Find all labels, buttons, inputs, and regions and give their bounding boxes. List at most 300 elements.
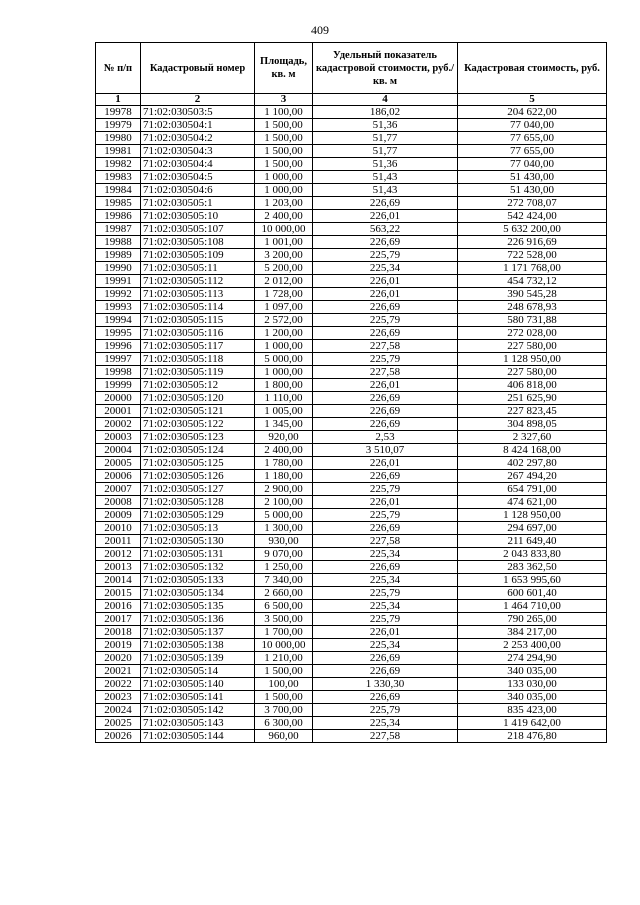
table-row [96, 561, 607, 574]
specific-value-cell: 225,34 [313, 639, 458, 652]
table-row [96, 171, 607, 184]
specific-value-cell: 563,22 [313, 223, 458, 236]
specific-value-cell: 226,69 [313, 418, 458, 431]
cadastral-number-cell: 71:02:030505:112 [141, 275, 255, 288]
table-row [96, 496, 607, 509]
cadastral-number-cell: 71:02:030504:6 [141, 184, 255, 197]
cadastral-value-cell: 1 653 995,60 [458, 574, 607, 587]
cadastral-number-cell: 71:02:030505:134 [141, 587, 255, 600]
table-row [96, 509, 607, 522]
specific-value-cell: 225,79 [313, 509, 458, 522]
cadastral-number-cell: 71:02:030505:124 [141, 444, 255, 457]
table-row [96, 223, 607, 236]
cadastral-number-cell: 71:02:030505:118 [141, 353, 255, 366]
specific-value-cell: 186,02 [313, 106, 458, 119]
row-number-cell: 19981 [96, 145, 141, 158]
area-cell: 7 340,00 [255, 574, 313, 587]
header-specific-value: Удельный показатель кадастровой стоимости, руб./кв. м [313, 43, 458, 94]
specific-value-cell: 226,69 [313, 197, 458, 210]
cadastral-value-cell: 272 028,00 [458, 327, 607, 340]
area-cell: 1 345,00 [255, 418, 313, 431]
table-row [96, 613, 607, 626]
cadastral-value-cell: 251 625,90 [458, 392, 607, 405]
row-number-cell: 20013 [96, 561, 141, 574]
table-row [96, 405, 607, 418]
area-cell: 960,00 [255, 730, 313, 743]
specific-value-cell: 226,01 [313, 275, 458, 288]
row-number-cell: 19987 [96, 223, 141, 236]
specific-value-cell: 2,53 [313, 431, 458, 444]
row-number-cell: 20019 [96, 639, 141, 652]
cadastral-value-cell: 2 327,60 [458, 431, 607, 444]
row-number-cell: 19982 [96, 158, 141, 171]
area-cell: 2 400,00 [255, 444, 313, 457]
row-number-cell: 19990 [96, 262, 141, 275]
cadastral-value-cell: 390 545,28 [458, 288, 607, 301]
area-cell: 2 572,00 [255, 314, 313, 327]
table-row [96, 470, 607, 483]
cadastral-value-cell: 1 128 950,00 [458, 353, 607, 366]
cadastral-value-table [95, 42, 607, 743]
specific-value-cell: 227,58 [313, 366, 458, 379]
table-header-row [96, 43, 607, 94]
cadastral-number-cell: 71:02:030505:116 [141, 327, 255, 340]
cadastral-value-cell: 226 916,69 [458, 236, 607, 249]
area-cell: 1 000,00 [255, 171, 313, 184]
area-cell: 5 200,00 [255, 262, 313, 275]
column-number: 4 [313, 94, 458, 106]
table-row [96, 145, 607, 158]
area-cell: 1 110,00 [255, 392, 313, 405]
table-row [96, 678, 607, 691]
table-row [96, 236, 607, 249]
area-cell: 5 000,00 [255, 353, 313, 366]
area-cell: 1 001,00 [255, 236, 313, 249]
area-cell: 3 700,00 [255, 704, 313, 717]
cadastral-number-cell: 71:02:030505:136 [141, 613, 255, 626]
cadastral-value-cell: 227 580,00 [458, 340, 607, 353]
cadastral-number-cell: 71:02:030505:131 [141, 548, 255, 561]
row-number-cell: 20001 [96, 405, 141, 418]
table-row [96, 379, 607, 392]
table-row [96, 184, 607, 197]
cadastral-number-cell: 71:02:030505:132 [141, 561, 255, 574]
table-row [96, 249, 607, 262]
table-row [96, 535, 607, 548]
cadastral-value-cell: 1 419 642,00 [458, 717, 607, 730]
row-number-cell: 20026 [96, 730, 141, 743]
area-cell: 10 000,00 [255, 639, 313, 652]
row-number-cell: 19994 [96, 314, 141, 327]
row-number-cell: 19978 [96, 106, 141, 119]
cadastral-number-cell: 71:02:030505:109 [141, 249, 255, 262]
column-number: 5 [458, 94, 607, 106]
cadastral-value-cell: 790 265,00 [458, 613, 607, 626]
table-row [96, 652, 607, 665]
row-number-cell: 20006 [96, 470, 141, 483]
cadastral-value-cell: 133 030,00 [458, 678, 607, 691]
table-row [96, 366, 607, 379]
cadastral-number-cell: 71:02:030505:137 [141, 626, 255, 639]
cadastral-value-cell: 294 697,00 [458, 522, 607, 535]
cadastral-number-cell: 71:02:030505:141 [141, 691, 255, 704]
area-cell: 1 800,00 [255, 379, 313, 392]
row-number-cell: 19979 [96, 119, 141, 132]
row-number-cell: 20023 [96, 691, 141, 704]
column-number-row [96, 94, 607, 106]
cadastral-value-cell: 454 732,12 [458, 275, 607, 288]
cadastral-value-cell: 283 362,50 [458, 561, 607, 574]
area-cell: 10 000,00 [255, 223, 313, 236]
cadastral-number-cell: 71:02:030505:122 [141, 418, 255, 431]
cadastral-value-cell: 272 708,07 [458, 197, 607, 210]
cadastral-number-cell: 71:02:030505:117 [141, 340, 255, 353]
table-row [96, 106, 607, 119]
row-number-cell: 20020 [96, 652, 141, 665]
area-cell: 1 097,00 [255, 301, 313, 314]
row-number-cell: 19995 [96, 327, 141, 340]
table-row [96, 704, 607, 717]
area-cell: 1 200,00 [255, 327, 313, 340]
row-number-cell: 20009 [96, 509, 141, 522]
specific-value-cell: 225,79 [313, 314, 458, 327]
row-number-cell: 19998 [96, 366, 141, 379]
table-row [96, 353, 607, 366]
cadastral-value-cell: 218 476,80 [458, 730, 607, 743]
cadastral-value-cell: 402 297,80 [458, 457, 607, 470]
table-row [96, 314, 607, 327]
specific-value-cell: 226,69 [313, 691, 458, 704]
row-number-cell: 19991 [96, 275, 141, 288]
row-number-cell: 19992 [96, 288, 141, 301]
area-cell: 1 500,00 [255, 158, 313, 171]
cadastral-value-cell: 77 655,00 [458, 145, 607, 158]
area-cell: 2 400,00 [255, 210, 313, 223]
area-cell: 100,00 [255, 678, 313, 691]
cadastral-number-cell: 71:02:030505:12 [141, 379, 255, 392]
specific-value-cell: 225,79 [313, 483, 458, 496]
table-row [96, 457, 607, 470]
row-number-cell: 19986 [96, 210, 141, 223]
cadastral-value-cell: 600 601,40 [458, 587, 607, 600]
row-number-cell: 20024 [96, 704, 141, 717]
cadastral-value-cell: 304 898,05 [458, 418, 607, 431]
table-row [96, 418, 607, 431]
specific-value-cell: 226,69 [313, 665, 458, 678]
area-cell: 920,00 [255, 431, 313, 444]
table-row [96, 639, 607, 652]
specific-value-cell: 51,36 [313, 119, 458, 132]
column-number: 3 [255, 94, 313, 106]
specific-value-cell: 51,43 [313, 171, 458, 184]
page-number: 409 [311, 23, 329, 37]
table-row [96, 327, 607, 340]
row-number-cell: 20005 [96, 457, 141, 470]
row-number-cell: 20008 [96, 496, 141, 509]
cadastral-value-cell: 77 040,00 [458, 158, 607, 171]
specific-value-cell: 226,69 [313, 561, 458, 574]
cadastral-value-cell: 5 632 200,00 [458, 223, 607, 236]
cadastral-value-cell: 2 043 833,80 [458, 548, 607, 561]
specific-value-cell: 226,01 [313, 457, 458, 470]
table-row [96, 600, 607, 613]
specific-value-cell: 226,69 [313, 236, 458, 249]
cadastral-number-cell: 71:02:030505:121 [141, 405, 255, 418]
cadastral-number-cell: 71:02:030505:113 [141, 288, 255, 301]
header-area: Площадь, кв. м [255, 43, 313, 94]
cadastral-value-cell: 51 430,00 [458, 171, 607, 184]
row-number-cell: 20002 [96, 418, 141, 431]
specific-value-cell: 225,79 [313, 249, 458, 262]
row-number-cell: 19997 [96, 353, 141, 366]
specific-value-cell: 51,77 [313, 145, 458, 158]
area-cell: 2 900,00 [255, 483, 313, 496]
row-number-cell: 19980 [96, 132, 141, 145]
table-row [96, 444, 607, 457]
cadastral-value-cell: 204 622,00 [458, 106, 607, 119]
specific-value-cell: 226,69 [313, 470, 458, 483]
cadastral-value-cell: 1 464 710,00 [458, 600, 607, 613]
cadastral-number-cell: 71:02:030505:130 [141, 535, 255, 548]
cadastral-number-cell: 71:02:030505:125 [141, 457, 255, 470]
column-number: 2 [141, 94, 255, 106]
cadastral-number-cell: 71:02:030505:114 [141, 301, 255, 314]
cadastral-number-cell: 71:02:030504:5 [141, 171, 255, 184]
specific-value-cell: 51,43 [313, 184, 458, 197]
specific-value-cell: 51,36 [313, 158, 458, 171]
cadastral-value-cell: 267 494,20 [458, 470, 607, 483]
table-row [96, 626, 607, 639]
table-row [96, 522, 607, 535]
table-row [96, 665, 607, 678]
row-number-cell: 20014 [96, 574, 141, 587]
cadastral-number-cell: 71:02:030505:142 [141, 704, 255, 717]
row-number-cell: 20003 [96, 431, 141, 444]
row-number-cell: 20011 [96, 535, 141, 548]
area-cell: 1 250,00 [255, 561, 313, 574]
cadastral-number-cell: 71:02:030505:139 [141, 652, 255, 665]
area-cell: 6 500,00 [255, 600, 313, 613]
row-number-cell: 19999 [96, 379, 141, 392]
row-number-cell: 19989 [96, 249, 141, 262]
row-number-cell: 20012 [96, 548, 141, 561]
row-number-cell: 20007 [96, 483, 141, 496]
table-row [96, 574, 607, 587]
row-number-cell: 20017 [96, 613, 141, 626]
cadastral-value-cell: 340 035,00 [458, 691, 607, 704]
table-row [96, 288, 607, 301]
area-cell: 1 180,00 [255, 470, 313, 483]
area-cell: 2 100,00 [255, 496, 313, 509]
cadastral-number-cell: 71:02:030505:128 [141, 496, 255, 509]
cadastral-number-cell: 71:02:030505:144 [141, 730, 255, 743]
cadastral-value-cell: 51 430,00 [458, 184, 607, 197]
area-cell: 5 000,00 [255, 509, 313, 522]
specific-value-cell: 225,34 [313, 574, 458, 587]
cadastral-number-cell: 71:02:030505:14 [141, 665, 255, 678]
specific-value-cell: 226,69 [313, 327, 458, 340]
area-cell: 1 100,00 [255, 106, 313, 119]
table-row [96, 132, 607, 145]
header-cadastral-number: Кадастровый номер [141, 43, 255, 94]
cadastral-number-cell: 71:02:030505:127 [141, 483, 255, 496]
table-row [96, 262, 607, 275]
cadastral-value-cell: 406 818,00 [458, 379, 607, 392]
cadastral-number-cell: 71:02:030505:135 [141, 600, 255, 613]
area-cell: 1 210,00 [255, 652, 313, 665]
cadastral-number-cell: 71:02:030505:115 [141, 314, 255, 327]
cadastral-number-cell: 71:02:030505:123 [141, 431, 255, 444]
specific-value-cell: 226,01 [313, 626, 458, 639]
cadastral-number-cell: 71:02:030505:119 [141, 366, 255, 379]
area-cell: 3 500,00 [255, 613, 313, 626]
table-row [96, 210, 607, 223]
specific-value-cell: 225,79 [313, 704, 458, 717]
table-row [96, 431, 607, 444]
area-cell: 1 000,00 [255, 340, 313, 353]
cadastral-number-cell: 71:02:030505:120 [141, 392, 255, 405]
row-number-cell: 20016 [96, 600, 141, 613]
specific-value-cell: 225,79 [313, 613, 458, 626]
area-cell: 930,00 [255, 535, 313, 548]
header-cadastral-value: Кадастровая стоимость, руб. [458, 43, 607, 94]
area-cell: 1 000,00 [255, 184, 313, 197]
area-cell: 1 500,00 [255, 691, 313, 704]
specific-value-cell: 225,34 [313, 717, 458, 730]
cadastral-number-cell: 71:02:030504:4 [141, 158, 255, 171]
table-row [96, 730, 607, 743]
table-row [96, 119, 607, 132]
cadastral-value-cell: 542 424,00 [458, 210, 607, 223]
area-cell: 1 000,00 [255, 366, 313, 379]
specific-value-cell: 226,01 [313, 210, 458, 223]
area-cell: 6 300,00 [255, 717, 313, 730]
table-row [96, 548, 607, 561]
cadastral-number-cell: 71:02:030505:143 [141, 717, 255, 730]
table-row [96, 158, 607, 171]
cadastral-number-cell: 71:02:030505:133 [141, 574, 255, 587]
cadastral-value-cell: 77 040,00 [458, 119, 607, 132]
cadastral-number-cell: 71:02:030505:10 [141, 210, 255, 223]
area-cell: 9 070,00 [255, 548, 313, 561]
area-cell: 1 300,00 [255, 522, 313, 535]
cadastral-number-cell: 71:02:030505:129 [141, 509, 255, 522]
table-row [96, 717, 607, 730]
table-row [96, 340, 607, 353]
specific-value-cell: 226,69 [313, 392, 458, 405]
cadastral-value-cell: 1 171 768,00 [458, 262, 607, 275]
cadastral-number-cell: 71:02:030504:3 [141, 145, 255, 158]
table-row [96, 301, 607, 314]
cadastral-value-cell: 211 649,40 [458, 535, 607, 548]
table-row [96, 587, 607, 600]
row-number-cell: 20004 [96, 444, 141, 457]
specific-value-cell: 51,77 [313, 132, 458, 145]
cadastral-number-cell: 71:02:030503:5 [141, 106, 255, 119]
area-cell: 1 728,00 [255, 288, 313, 301]
table-row [96, 275, 607, 288]
cadastral-number-cell: 71:02:030505:1 [141, 197, 255, 210]
row-number-cell: 19993 [96, 301, 141, 314]
cadastral-number-cell: 71:02:030505:13 [141, 522, 255, 535]
row-number-cell: 20010 [96, 522, 141, 535]
table-row [96, 392, 607, 405]
cadastral-value-cell: 474 621,00 [458, 496, 607, 509]
table-row [96, 691, 607, 704]
specific-value-cell: 226,69 [313, 652, 458, 665]
cadastral-value-cell: 227 823,45 [458, 405, 607, 418]
specific-value-cell: 226,01 [313, 379, 458, 392]
cadastral-value-cell: 340 035,00 [458, 665, 607, 678]
column-number: 1 [96, 94, 141, 106]
specific-value-cell: 3 510,07 [313, 444, 458, 457]
row-number-cell: 20000 [96, 392, 141, 405]
area-cell: 1 005,00 [255, 405, 313, 418]
cadastral-number-cell: 71:02:030505:126 [141, 470, 255, 483]
specific-value-cell: 227,58 [313, 340, 458, 353]
cadastral-value-cell: 654 791,00 [458, 483, 607, 496]
area-cell: 1 500,00 [255, 145, 313, 158]
specific-value-cell: 1 330,30 [313, 678, 458, 691]
cadastral-number-cell: 71:02:030504:2 [141, 132, 255, 145]
cadastral-value-cell: 248 678,93 [458, 301, 607, 314]
specific-value-cell: 225,79 [313, 353, 458, 366]
area-cell: 1 780,00 [255, 457, 313, 470]
specific-value-cell: 227,58 [313, 535, 458, 548]
cadastral-value-cell: 8 424 168,00 [458, 444, 607, 457]
cadastral-value-cell: 384 217,00 [458, 626, 607, 639]
cadastral-number-cell: 71:02:030505:108 [141, 236, 255, 249]
specific-value-cell: 226,01 [313, 288, 458, 301]
cadastral-value-cell: 835 423,00 [458, 704, 607, 717]
area-cell: 1 500,00 [255, 665, 313, 678]
cadastral-number-cell: 71:02:030505:140 [141, 678, 255, 691]
cadastral-value-cell: 580 731,88 [458, 314, 607, 327]
cadastral-value-cell: 722 528,00 [458, 249, 607, 262]
table-row [96, 197, 607, 210]
row-number-cell: 20022 [96, 678, 141, 691]
row-number-cell: 19988 [96, 236, 141, 249]
table-row [96, 483, 607, 496]
cadastral-number-cell: 71:02:030504:1 [141, 119, 255, 132]
row-number-cell: 20015 [96, 587, 141, 600]
specific-value-cell: 227,58 [313, 730, 458, 743]
row-number-cell: 19985 [96, 197, 141, 210]
area-cell: 1 500,00 [255, 119, 313, 132]
row-number-cell: 19983 [96, 171, 141, 184]
specific-value-cell: 226,69 [313, 301, 458, 314]
area-cell: 2 660,00 [255, 587, 313, 600]
cadastral-number-cell: 71:02:030505:11 [141, 262, 255, 275]
cadastral-value-cell: 227 580,00 [458, 366, 607, 379]
cadastral-value-cell: 1 128 950,00 [458, 509, 607, 522]
row-number-cell: 20021 [96, 665, 141, 678]
row-number-cell: 20025 [96, 717, 141, 730]
area-cell: 1 700,00 [255, 626, 313, 639]
row-number-cell: 20018 [96, 626, 141, 639]
specific-value-cell: 226,01 [313, 496, 458, 509]
area-cell: 3 200,00 [255, 249, 313, 262]
specific-value-cell: 226,69 [313, 405, 458, 418]
area-cell: 2 012,00 [255, 275, 313, 288]
cadastral-number-cell: 71:02:030505:107 [141, 223, 255, 236]
area-cell: 1 500,00 [255, 132, 313, 145]
header-row-number: № п/п [96, 43, 141, 94]
specific-value-cell: 225,79 [313, 587, 458, 600]
cadastral-value-cell: 2 253 400,00 [458, 639, 607, 652]
specific-value-cell: 225,34 [313, 600, 458, 613]
table-body [96, 94, 607, 743]
